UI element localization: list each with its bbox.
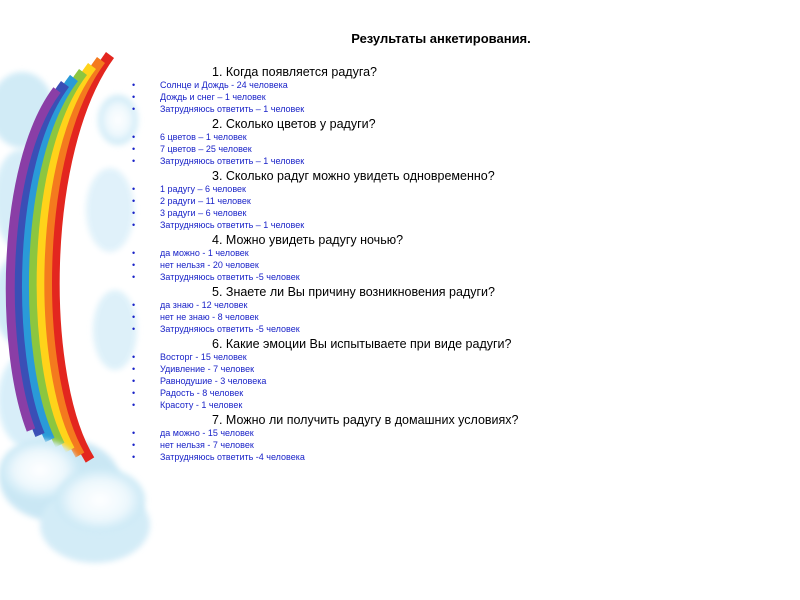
answer-item: • Затрудняюсь ответить -5 человек: [130, 324, 770, 336]
answer-item: • Удивление - 7 человек: [130, 364, 770, 376]
question-block-7: [130, 412, 770, 464]
answer-item: • Затрудняюсь ответить – 1 человек: [130, 220, 770, 232]
answer-item: • нет не знаю - 8 человек: [130, 312, 770, 324]
question-block-6: [130, 336, 770, 412]
answer-item: • 1 радугу – 6 человек: [130, 184, 770, 196]
answer-list: [130, 80, 770, 116]
answer-list: [130, 428, 770, 464]
answer-item: • 3 радуги – 6 человек: [130, 208, 770, 220]
answer-item: • 7 цветов – 25 человек: [130, 144, 770, 156]
question-heading: 6. Какие эмоции Вы испытываете при виде радуги?: [212, 337, 512, 351]
answer-list: [130, 248, 770, 284]
question-heading: 7. Можно ли получить радугу в домашних условиях?: [212, 413, 519, 427]
question-heading: 5. Знаете ли Вы причину возникновения радуги?: [212, 285, 495, 299]
question-block-1: [130, 64, 770, 116]
answer-item: • да знаю - 12 человек: [130, 300, 770, 312]
answer-list: [130, 132, 770, 168]
answer-item: • Дождь и снег – 1 человек: [130, 92, 770, 104]
answer-item: • Красоту - 1 человек: [130, 400, 770, 412]
answer-item: • Радость - 8 человек: [130, 388, 770, 400]
question-heading: 2. Сколько цветов у радуги?: [212, 117, 376, 131]
answer-list: [130, 352, 770, 412]
answer-item: • Равнодушие - 3 человека: [130, 376, 770, 388]
question-block-3: [130, 168, 770, 232]
answer-item: • Затрудняюсь ответить -4 человека: [130, 452, 770, 464]
question-block-2: [130, 116, 770, 168]
question-heading: 3. Сколько радуг можно увидеть одновременно?: [212, 169, 495, 183]
question-heading: 1. Когда появляется радуга?: [212, 65, 378, 79]
answer-item: • 6 цветов – 1 человек: [130, 132, 770, 144]
question-heading: 4. Можно увидеть радугу ночью?: [212, 233, 404, 247]
answer-item: • нет нельзя - 20 человек: [130, 260, 770, 272]
answer-item: • Солнце и Дождь - 24 человека: [130, 80, 770, 92]
answer-item: • нет нельзя - 7 человек: [130, 440, 770, 452]
answer-item: • 2 радуги – 11 человек: [130, 196, 770, 208]
answer-item: • Затрудняюсь ответить -5 человек: [130, 272, 770, 284]
answer-item: • да можно - 1 человек: [130, 248, 770, 260]
answer-list: [130, 184, 770, 232]
answer-item: • Восторг - 15 человек: [130, 352, 770, 364]
answer-list: [130, 300, 770, 336]
question-block-5: [130, 284, 770, 336]
page-title: Результаты анкетирования.: [351, 31, 531, 46]
survey-results: [130, 64, 770, 464]
answer-item: • да можно - 15 человек: [130, 428, 770, 440]
answer-item: • Затрудняюсь ответить – 1 человек: [130, 104, 770, 116]
answer-item: • Затрудняюсь ответить – 1 человек: [130, 156, 770, 168]
question-block-4: [130, 232, 770, 284]
